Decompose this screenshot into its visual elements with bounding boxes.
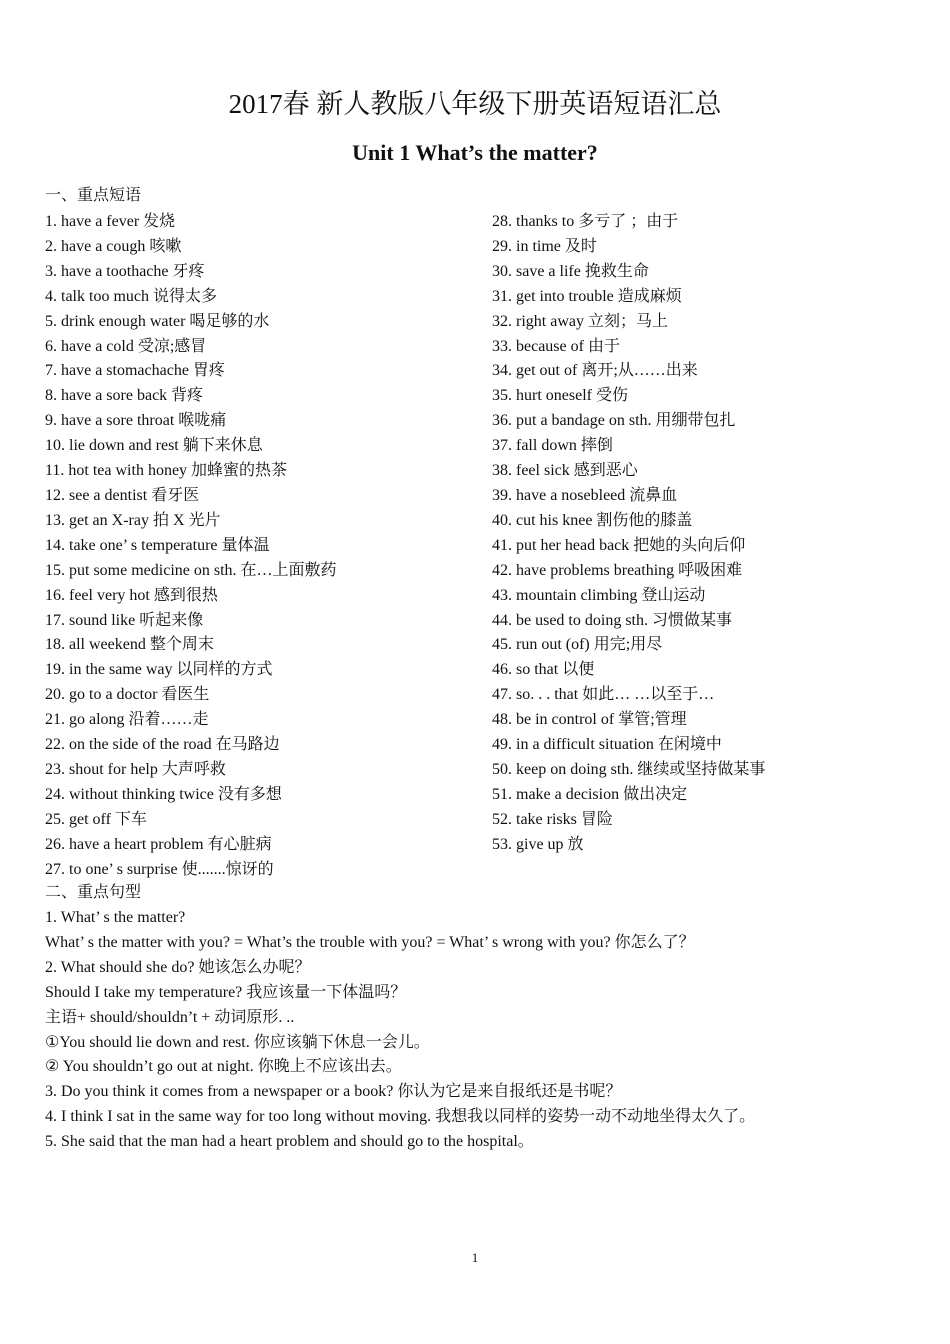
phrase-item: 6. have a cold 受凉;感冒	[45, 337, 207, 355]
phrase-item: 10. lie down and rest 躺下来休息	[45, 437, 263, 455]
phrase-item: 32. right away 立刻；马上	[492, 312, 668, 330]
phrase-item: 3. have a toothache 牙疼	[45, 262, 205, 280]
phrase-item: 30. save a life 挽救生命	[492, 262, 649, 280]
phrase-item: 13. get an X-ray 拍 X 光片	[45, 511, 221, 529]
phrase-item: 37. fall down 摔倒	[492, 437, 613, 455]
phrase-item: 26. have a heart problem 有心脏病	[45, 835, 272, 853]
phrase-item: 16. feel very hot 感到很热	[45, 586, 218, 604]
phrase-item: 28. thanks to 多亏了 ；由于	[492, 213, 679, 230]
phrase-item: 43. mountain climbing 登山运动	[492, 586, 706, 604]
phrase-item: 39. have a nosebleed 流鼻血	[492, 486, 678, 504]
phrase-item: 23. shout for help 大声呼救	[45, 760, 226, 778]
page-title: 2017春 新人教版八年级下册英语短语汇总	[228, 89, 722, 119]
phrase-item: 44. be used to doing sth. 习惯做某事	[492, 611, 732, 629]
phrase-item: 8. have a sore back 背疼	[45, 387, 204, 405]
phrase-item: 24. without thinking twice 没有多想	[45, 785, 282, 803]
phrase-item: 19. in the same way 以同样的方式	[45, 661, 273, 679]
sentence-item: 4. I think I sat in the same way for too long without moving. 我想我以同样的姿势一动不动地坐得太久了。	[45, 1108, 756, 1126]
phrase-item: 14. take one’ s temperature 量体温	[45, 536, 270, 554]
phrase-item: 18. all weekend 整个周末	[45, 636, 214, 654]
sentence-item: 5. She said that the man had a heart problem and should go to the hospital。	[45, 1133, 534, 1151]
phrase-item: 2. have a cough 咳嗽	[45, 237, 182, 255]
phrase-item: 45. run out (of) 用完;用尽	[492, 636, 663, 654]
phrase-item: 20. go to a doctor 看医生	[45, 686, 210, 704]
phrase-item: 21. go along 沿着……走	[45, 711, 209, 729]
phrase-item: 11. hot tea with honey 加蜂蜜的热茶	[45, 462, 288, 480]
section-heading-key-phrases: 一、重点短语	[45, 187, 142, 204]
phrase-item: 49. in a difficult situation 在闲境中	[492, 736, 722, 754]
sentence-item: 主语+ should/shouldn’t + 动词原形. ..	[45, 1008, 295, 1026]
phrase-item: 5. drink enough water 喝足够的水	[45, 312, 270, 330]
phrase-item: 48. be in control of 掌管;管理	[492, 711, 687, 729]
section-heading-key-sentences: 二、重点句型	[45, 884, 142, 901]
phrase-item: 42. have problems breathing 呼吸困难	[492, 561, 743, 579]
phrase-item: 50. keep on doing sth. 继续或坚持做某事	[492, 760, 766, 778]
phrase-item: 7. have a stomachache 胃疼	[45, 362, 225, 380]
phrase-item: 40. cut his knee 割伤他的膝盖	[492, 511, 693, 529]
phrase-item: 52. take risks 冒险	[492, 810, 613, 828]
page-number: 1	[471, 1250, 479, 1265]
phrase-item: 25. get off 下车	[45, 810, 147, 828]
phrase-item: 17. sound like 听起来像	[45, 611, 204, 629]
phrase-item: 1. have a fever 发烧	[45, 213, 176, 230]
phrase-item: 27. to one’ s surprise 使.......惊讶的	[45, 860, 274, 878]
phrase-list-right	[492, 210, 765, 858]
phrase-item: 4. talk too much 说得太多	[45, 287, 217, 305]
phrase-item: 36. put a bandage on sth. 用绷带包扎	[492, 412, 736, 430]
phrase-item: 34. get out of 离开;从……出来	[492, 362, 698, 380]
phrase-item: 12. see a dentist 看牙医	[45, 486, 200, 504]
phrase-item: 38. feel sick 感到恶心	[492, 462, 638, 480]
phrase-item: 9. have a sore throat 喉咙痛	[45, 412, 227, 430]
phrase-item: 29. in time 及时	[492, 237, 597, 255]
sentence-item: Should I take my temperature? 我应该量一下体温吗？	[45, 983, 407, 1001]
sentence-item: ①You should lie down and rest. 你应该躺下休息一会儿。	[45, 1033, 430, 1051]
phrase-item: 31. get into trouble 造成麻烦	[492, 287, 682, 305]
phrase-item: 46. so that 以便	[492, 661, 595, 679]
sentence-item: 3. Do you think it comes from a newspaper or a book? 你认为它是来自报纸还是书呢？	[45, 1083, 622, 1101]
sentence-item: 1. What’ s the matter?	[45, 909, 186, 926]
phrase-item: 22. on the side of the road 在马路边	[45, 736, 280, 754]
phrase-list-left	[45, 210, 337, 882]
sentence-item: 2. What should she do? 她该怎么办呢？	[45, 958, 311, 976]
phrase-item: 53. give up 放	[492, 835, 584, 853]
phrase-item: 15. put some medicine on sth. 在…上面敷药	[45, 561, 337, 579]
phrase-item: 51. make a decision 做出决定	[492, 785, 688, 803]
sentence-list	[45, 906, 755, 1155]
sentence-item: What’ s the matter with you? = What’s the trouble with you? = What’ s wrong with you? 你怎么了？	[45, 933, 695, 951]
unit-title: Unit 1 What’s the matter?	[352, 140, 598, 165]
phrase-item: 33. because of 由于	[492, 337, 620, 355]
phrase-item: 41. put her head back 把她的头向后仰	[492, 536, 746, 554]
phrase-item: 47. so. . . that 如此… …以至于…	[492, 686, 715, 704]
phrase-item: 35. hurt oneself 受伤	[492, 387, 628, 405]
sentence-item: ② You shouldn’t go out at night. 你晚上不应该出去。	[45, 1058, 402, 1076]
